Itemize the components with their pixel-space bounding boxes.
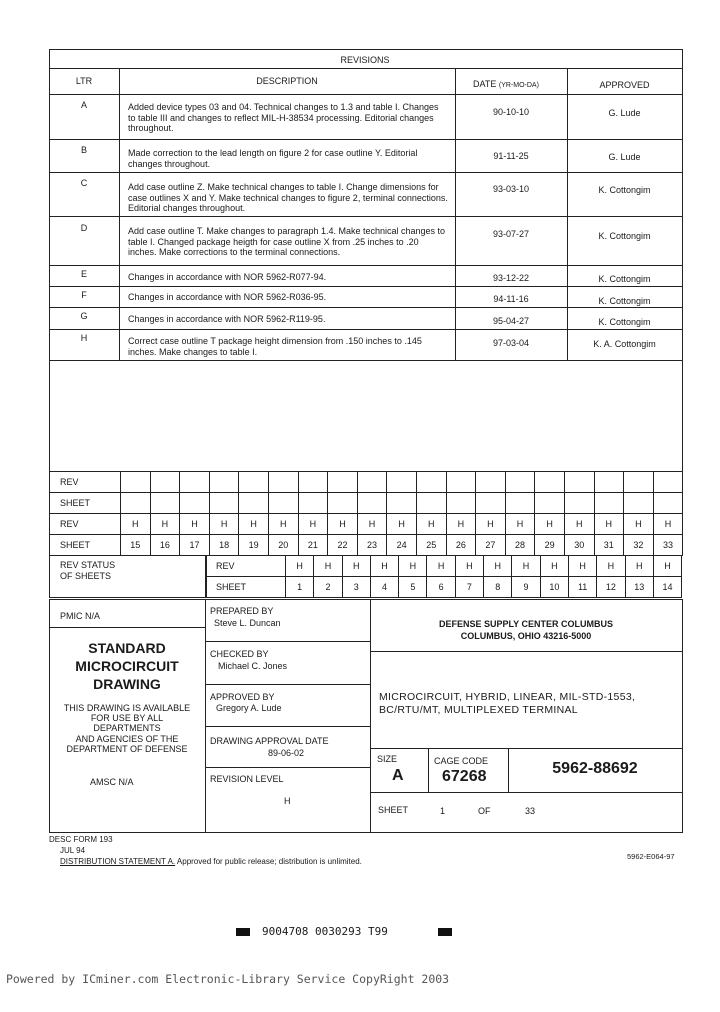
sheet-cell: 22 — [328, 535, 358, 556]
sheet-cell: 14 — [653, 577, 681, 598]
grid-cell — [180, 472, 210, 493]
row-line — [49, 307, 682, 308]
sheet-label: SHEET — [378, 805, 409, 815]
sheet-cell: 18 — [209, 535, 239, 556]
grid-cell — [505, 472, 535, 493]
availability-line-3: DEPARTMENTS — [93, 723, 161, 733]
sheet-cell: 3 — [342, 577, 370, 598]
sheet-cell: 12 — [597, 577, 625, 598]
rev-approved: K. Cottongim — [598, 317, 651, 327]
grid-cell — [624, 472, 654, 493]
grid-cell — [416, 472, 446, 493]
rev-cell: H — [121, 514, 151, 535]
grid-cell — [180, 493, 210, 514]
approved-by-label: APPROVED BY — [210, 692, 275, 702]
rev-date: 93-03-10 — [492, 184, 530, 194]
sheet-cell: 5 — [399, 577, 427, 598]
grid-cell — [150, 472, 180, 493]
rev-cell: H — [653, 514, 683, 535]
sheet-cell: 30 — [564, 535, 594, 556]
header-approved: APPROVED — [599, 80, 650, 90]
row-line — [49, 265, 682, 266]
size-label: SIZE — [377, 754, 398, 764]
revisions-bottom-line — [49, 360, 682, 361]
rev-description: Changes in accordance with NOR 5962-R119-95. — [128, 314, 326, 324]
header-date — [473, 79, 539, 91]
approval-date-label: DRAWING APPROVAL DATE — [210, 736, 329, 746]
grid-cell — [387, 472, 417, 493]
grid-cell — [268, 472, 298, 493]
rev-status-grid — [205, 555, 682, 598]
dscc-name: DEFENSE SUPPLY CENTER COLUMBUS — [438, 619, 614, 629]
rev-cell: H — [484, 556, 512, 577]
document-number: 5962-E064-97 — [627, 852, 675, 861]
barcode-text: 9004708 0030293 T99 — [262, 925, 388, 938]
rev-cell: H — [446, 514, 476, 535]
grid-cell — [653, 493, 683, 514]
drawing-title-1: MICROCIRCUIT, HYBRID, LINEAR, MIL-STD-1553, — [379, 691, 636, 703]
availability-line-5: DEPARTMENT OF DEFENSE — [66, 744, 188, 754]
standard-title-2: MICROCIRCUIT — [75, 658, 179, 674]
rev-cell: H — [357, 514, 387, 535]
size-value: A — [392, 767, 404, 784]
header-date-format: (YR-MO-DA) — [498, 82, 539, 89]
row-line — [49, 286, 682, 287]
sheet-cell: 23 — [357, 535, 387, 556]
status-row-rev — [206, 556, 682, 577]
sheet-number: 1 — [440, 806, 446, 816]
barcode-block-right — [438, 928, 452, 936]
prepared-name: Steve L. Duncan — [214, 618, 281, 628]
rev-cell: H — [314, 556, 342, 577]
rev-ltr: H — [80, 333, 88, 343]
sheet-cell: 17 — [180, 535, 210, 556]
grid-cell — [505, 493, 535, 514]
grid-cell — [239, 493, 269, 514]
barcode-block-left — [236, 928, 250, 936]
title-col-line-1 — [205, 599, 206, 832]
rev-cell: H — [150, 514, 180, 535]
drawing-title-2: BC/RTU/MT, MULTIPLEXED TERMINAL — [379, 704, 578, 716]
approval-date-line — [205, 767, 370, 768]
sheet-cell: 15 — [121, 535, 151, 556]
grid-cell — [209, 472, 239, 493]
grid-cell — [564, 472, 594, 493]
rev-cell: H — [239, 514, 269, 535]
sheet-cell: 16 — [150, 535, 180, 556]
rev-approved: G. Lude — [608, 152, 641, 162]
rev-approved: K. A. Cottongim — [593, 339, 656, 349]
grid-cell — [446, 493, 476, 514]
grid-row-sheet — [50, 535, 683, 556]
header-ltr: LTR — [75, 76, 93, 86]
distribution-text: Approved for public release; distribution is unlimited. — [176, 857, 362, 866]
approved-by-name: Gregory A. Lude — [216, 703, 282, 713]
standard-title-1: STANDARD — [88, 640, 166, 656]
distribution-statement — [60, 856, 362, 867]
rev-cell: H — [370, 556, 398, 577]
sheet-cell: 29 — [535, 535, 565, 556]
sheet-cell: 33 — [653, 535, 683, 556]
grid-cell — [653, 472, 683, 493]
rev-cell: H — [209, 514, 239, 535]
sheet-cell: 19 — [239, 535, 269, 556]
rev-cell: H — [268, 514, 298, 535]
rev-ltr: F — [81, 290, 87, 300]
rev-date: 94-11-16 — [493, 294, 529, 304]
sheet-cell: 24 — [387, 535, 417, 556]
sheet-cell: 4 — [370, 577, 398, 598]
sheet-cell: 11 — [568, 577, 596, 598]
grid-cell — [387, 493, 417, 514]
rev-cell: H — [594, 514, 624, 535]
approved-line — [205, 726, 370, 727]
rev-cell: H — [568, 556, 596, 577]
grid-label-sheet: SHEET — [50, 493, 121, 514]
approval-date-value: 89-06-02 — [268, 748, 305, 758]
grid-row-empty-sheet — [50, 493, 683, 514]
rev-cell: H — [399, 556, 427, 577]
dscc-line — [370, 651, 682, 652]
rev-cell: H — [455, 556, 483, 577]
status-label-rev: REV — [206, 556, 286, 577]
standard-title-3: DRAWING — [93, 676, 161, 692]
sheet-cell: 8 — [484, 577, 512, 598]
availability-line-2: FOR USE BY ALL — [90, 713, 164, 723]
grid-row-empty-rev — [50, 472, 683, 493]
grid-label-rev: REV — [50, 472, 121, 493]
rev-date: 93-12-22 — [492, 273, 530, 283]
grid-cell — [594, 493, 624, 514]
form-date: JUL 94 — [60, 846, 86, 855]
sheet-cell: 9 — [512, 577, 540, 598]
sheet-cell: 1 — [286, 577, 314, 598]
rev-approved: K. Cottongim — [598, 274, 651, 284]
rev-approved: G. Lude — [608, 108, 641, 118]
rev-approved: K. Cottongim — [598, 185, 651, 195]
rev-description: Added device types 03 and 04. Technical changes to 1.3 and table I. Changes to table III and changes to reflect MIL-H-38534 processing. Editorial changes throughout. — [128, 102, 439, 133]
grid-label-rev: REV — [50, 514, 121, 535]
grid-cell — [209, 493, 239, 514]
sheet-cell: 27 — [476, 535, 506, 556]
status-label-sheet: SHEET — [206, 577, 286, 598]
distribution-label: DISTRIBUTION STATEMENT A. — [60, 857, 176, 866]
row-line — [49, 329, 682, 330]
rev-ltr: G — [80, 311, 88, 321]
sheet-cell: 7 — [455, 577, 483, 598]
drawing-number: 5962-88692 — [552, 760, 638, 777]
grid-row-rev — [50, 514, 683, 535]
availability-line-4: AND AGENCIES OF THE — [75, 734, 179, 744]
sheet-cell: 13 — [625, 577, 653, 598]
grid-cell — [298, 493, 328, 514]
size-line — [370, 792, 682, 793]
rev-cell: H — [328, 514, 358, 535]
rev-date: 97-03-04 — [492, 338, 530, 348]
grid-cell — [328, 472, 358, 493]
rev-cell: H — [416, 514, 446, 535]
rev-date: 95-04-27 — [492, 316, 530, 326]
rev-cell: H — [625, 556, 653, 577]
grid-cell — [416, 493, 446, 514]
rev-cell: H — [387, 514, 417, 535]
sheet-total: 33 — [525, 806, 536, 816]
rev-description: Made correction to the lead length on figure 2 for case outline Y. Editorial changes throughout. — [128, 148, 418, 169]
sheet-cell: 32 — [624, 535, 654, 556]
powered-by-notice: Powered by ICminer.com Electronic-Library Service CopyRight 2003 — [6, 972, 450, 986]
rev-ltr: D — [80, 223, 88, 233]
revisions-title-line — [49, 68, 682, 69]
rev-cell: H — [624, 514, 654, 535]
ltr-col-line — [119, 68, 120, 360]
of-label: OF — [478, 806, 491, 816]
sheet-cell: 20 — [268, 535, 298, 556]
sheet-cell: 6 — [427, 577, 455, 598]
rev-ltr: E — [80, 269, 87, 279]
prepared-label: PREPARED BY — [210, 606, 274, 616]
rev-ltr: A — [80, 100, 87, 110]
rev-description: Correct case outline T package height dimension from .150 inches to .145 inches. Make changes to table I. — [128, 336, 422, 357]
revisions-header-line — [49, 94, 682, 95]
revision-level-value: H — [284, 796, 291, 806]
rev-cell: H — [540, 556, 568, 577]
rev-cell: H — [427, 556, 455, 577]
checked-line — [205, 684, 370, 685]
grid-cell — [121, 493, 151, 514]
grid-cell — [624, 493, 654, 514]
rev-cell: H — [535, 514, 565, 535]
rev-cell: H — [342, 556, 370, 577]
grid-cell — [446, 472, 476, 493]
grid-cell — [150, 493, 180, 514]
grid-cell — [357, 472, 387, 493]
grid-cell — [298, 472, 328, 493]
rev-cell: H — [505, 514, 535, 535]
rev-cell: H — [476, 514, 506, 535]
rev-date: 93-07-27 — [492, 229, 530, 239]
checked-name: Michael C. Jones — [218, 661, 288, 671]
rev-cell: H — [597, 556, 625, 577]
header-description: DESCRIPTION — [256, 76, 318, 86]
rev-cell: H — [564, 514, 594, 535]
grid-cell — [239, 472, 269, 493]
row-line — [49, 216, 682, 217]
sheet-cell: 31 — [594, 535, 624, 556]
rev-ltr: C — [80, 178, 88, 188]
rev-description: Add case outline Z. Make technical changes to table I. Change dimensions for case outlines X and Y. Make technical changes to figure 2, terminal connections. Editorial changes throughout. — [128, 182, 448, 213]
sheet-cell: 10 — [540, 577, 568, 598]
sheet-cell: 26 — [446, 535, 476, 556]
rev-sheet-grid — [49, 471, 683, 556]
availability-line-1: THIS DRAWING IS AVAILABLE — [63, 703, 191, 713]
cage-code-value: 67268 — [442, 768, 487, 785]
grid-cell — [476, 472, 506, 493]
rev-ltr: B — [80, 145, 87, 155]
rev-description: Changes in accordance with NOR 5962-R036-95. — [128, 292, 327, 302]
of-sheets-label: OF SHEETS — [60, 571, 112, 581]
rev-date: 90-10-10 — [492, 107, 530, 117]
grid-cell — [268, 493, 298, 514]
rev-cell: H — [180, 514, 210, 535]
grid-cell — [476, 493, 506, 514]
grid-cell — [564, 493, 594, 514]
prepared-line — [205, 641, 370, 642]
size-col-line — [428, 748, 429, 792]
rev-cell: H — [286, 556, 314, 577]
row-line — [49, 172, 682, 173]
rev-cell: H — [512, 556, 540, 577]
rev-description: Changes in accordance with NOR 5962-R077-94. — [128, 272, 327, 282]
revisions-title: REVISIONS — [340, 55, 390, 65]
rev-cell: H — [653, 556, 681, 577]
revision-level-label: REVISION LEVEL — [210, 774, 284, 784]
header-date-label: DATE — [473, 79, 497, 89]
title-line — [370, 748, 682, 749]
grid-cell — [535, 472, 565, 493]
grid-cell — [357, 493, 387, 514]
sheet-cell: 25 — [416, 535, 446, 556]
desc-form: DESC FORM 193 — [49, 835, 113, 844]
rev-status-label: REV STATUS — [60, 560, 116, 570]
sheet-cell: 28 — [505, 535, 535, 556]
grid-cell — [121, 472, 151, 493]
cage-code-label: CAGE CODE — [434, 756, 489, 766]
rev-date: 91-11-25 — [493, 151, 529, 161]
rev-approved: K. Cottongim — [598, 231, 651, 241]
grid-cell — [328, 493, 358, 514]
dscc-address: COLUMBUS, OHIO 43216-5000 — [460, 631, 592, 641]
rev-description: Add case outline T. Make changes to paragraph 1.4. Make technical changes to table I. Changed package heigth for case outline X from .25 inches to .20 inches. Make corrections to the terminal connections. — [128, 226, 446, 257]
row-line — [49, 139, 682, 140]
status-row-sheet — [206, 577, 682, 598]
grid-label-sheet: SHEET — [50, 535, 121, 556]
sheet-cell: 21 — [298, 535, 328, 556]
checked-label: CHECKED BY — [210, 649, 269, 659]
amsc-label: AMSC N/A — [90, 777, 134, 787]
pmic-label: PMIC N/A — [60, 611, 101, 621]
rev-approved: K. Cottongim — [598, 296, 651, 306]
sheet-cell: 2 — [314, 577, 342, 598]
grid-cell — [594, 472, 624, 493]
pmic-line — [49, 627, 205, 628]
grid-cell — [535, 493, 565, 514]
rev-cell: H — [298, 514, 328, 535]
